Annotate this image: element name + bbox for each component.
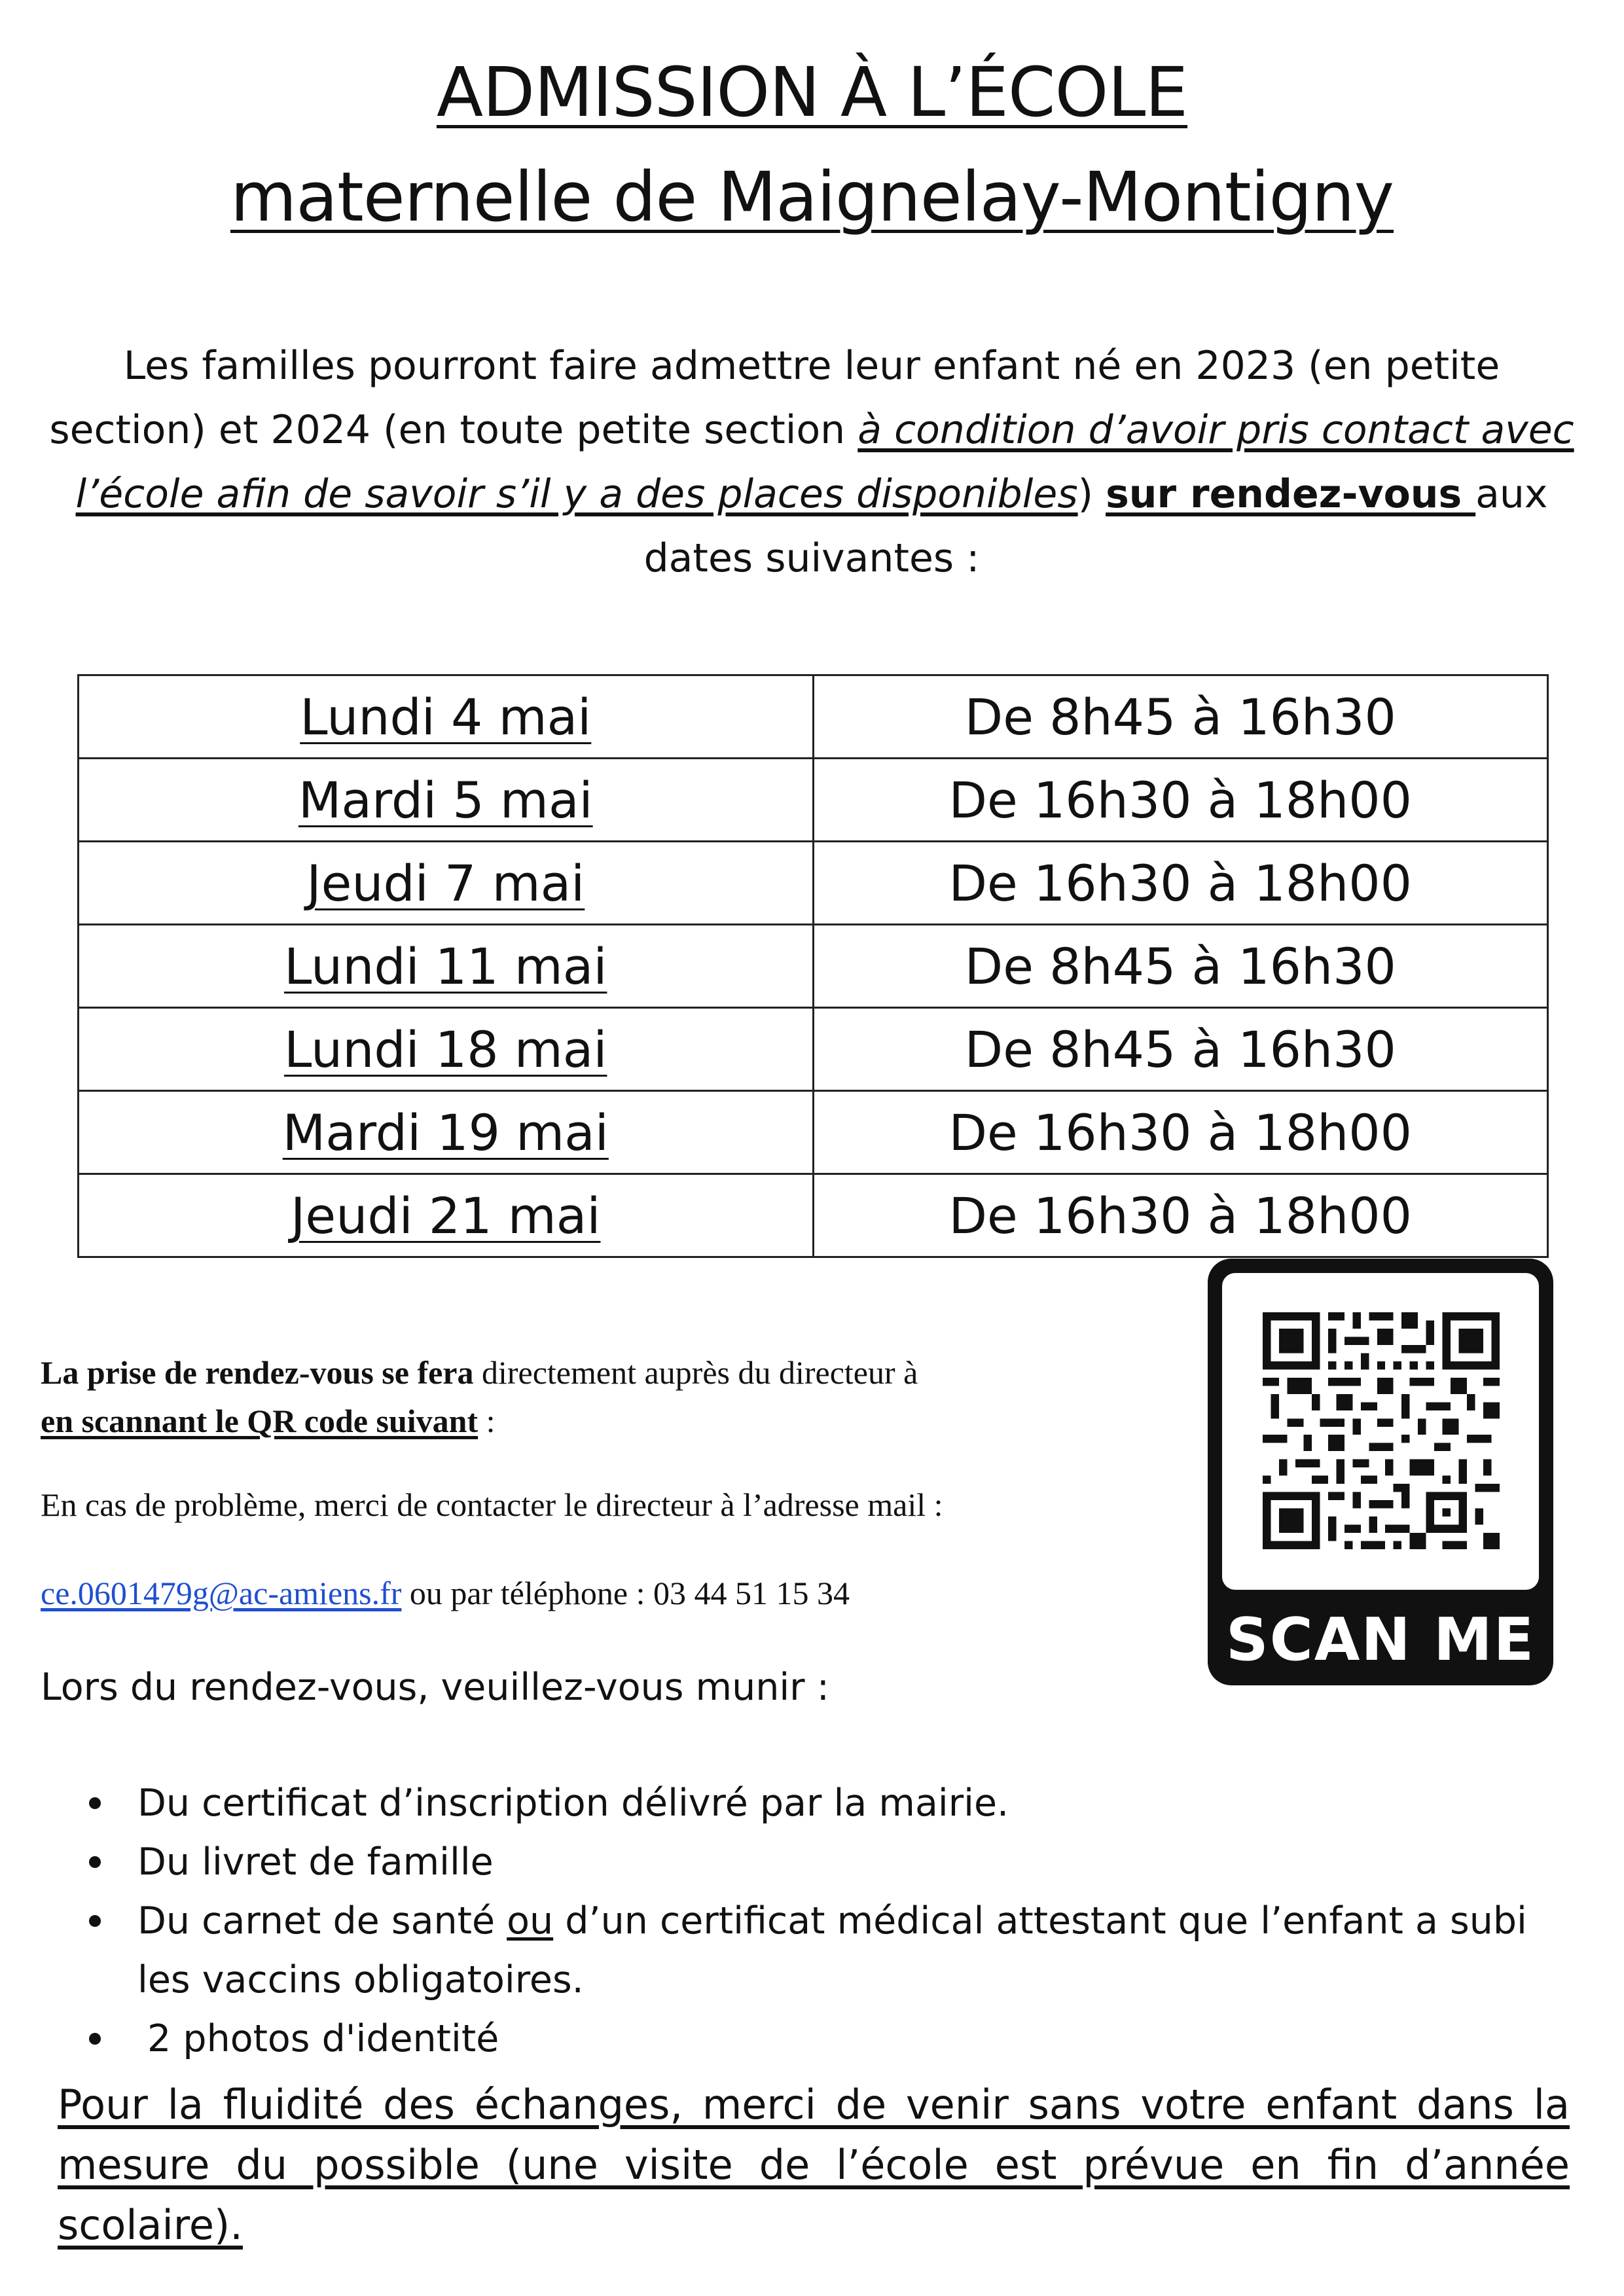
- schedule-day: Jeudi 7 mai: [306, 853, 585, 912]
- qr-code-card[interactable]: [1208, 1259, 1553, 1685]
- table-row: [79, 1174, 1548, 1257]
- contact-line: [41, 1574, 850, 1612]
- intro-text-2: ): [1077, 471, 1106, 517]
- schedule-day: Lundi 4 mai: [300, 687, 592, 746]
- schedule-hours: De 8h45 à 16h30: [813, 1008, 1548, 1091]
- table-row: [79, 675, 1548, 759]
- list-item: Du livret de famille: [85, 1833, 1578, 1892]
- intro-condition: à condition d’avoir pris contact avec l’école afin de savoir s’il y a des places disponibles: [75, 407, 1574, 517]
- list-item: [85, 1892, 1578, 2009]
- phone-text: ou par téléphone : 03 44 51 15 34: [401, 1575, 850, 1611]
- schedule-hours: De 16h30 à 18h00: [813, 759, 1548, 842]
- footer-note: Pour la fluidité des échanges, merci de venir sans votre enfant dans la mesure du possible (une visite de l’école est prévue en fin d’année scolaire).: [58, 2081, 1570, 2249]
- list-item: 2 photos d'identité: [85, 2009, 1578, 2068]
- schedule-day: Lundi 11 mai: [284, 937, 607, 996]
- scan-me-label: SCAN ME: [1225, 1605, 1536, 1674]
- health-or: ou: [507, 1899, 554, 1943]
- health-text-a: Du carnet de santé: [137, 1899, 507, 1943]
- problem-text: En cas de problème, merci de contacter le directeur à l’adresse mail :: [41, 1486, 943, 1523]
- intro-text-1: Les familles pourront faire admettre leur enfant né en 2023 (en petite section) et 2024 (en toute petite section: [49, 343, 1500, 453]
- list-item: Du certificat d’inscription délivré par la mairie.: [85, 1774, 1578, 1833]
- booking-rest: directement auprès du directeur à: [473, 1354, 918, 1391]
- schedule-hours: De 16h30 à 18h00: [813, 842, 1548, 925]
- table-row: [79, 842, 1548, 925]
- schedule-day: Mardi 5 mai: [298, 770, 593, 829]
- qr-code-icon: [1263, 1312, 1500, 1549]
- email-link[interactable]: ce.0601479g@ac-amiens.fr: [41, 1575, 402, 1611]
- schedule-hours: De 8h45 à 16h30: [813, 675, 1548, 759]
- booking-colon: :: [478, 1403, 496, 1439]
- schedule-hours: De 16h30 à 18h00: [813, 1091, 1548, 1174]
- schedule-day: Mardi 19 mai: [282, 1103, 609, 1162]
- page-title: ADMISSION À L’ÉCOLE: [436, 52, 1188, 132]
- schedule-hours: De 8h45 à 16h30: [813, 925, 1548, 1008]
- intro-text-3: aux dates suivantes :: [643, 471, 1548, 581]
- table-row: [79, 1091, 1548, 1174]
- booking-bold: La prise de rendez-vous se fera: [41, 1354, 474, 1391]
- intro-rdv: sur rendez-vous: [1106, 471, 1476, 517]
- schedule-hours: De 16h30 à 18h00: [813, 1174, 1548, 1257]
- schedule-table: [77, 674, 1549, 1258]
- table-row: [79, 925, 1548, 1008]
- page-subtitle: maternelle de Maignelay-Montigny: [230, 157, 1394, 237]
- intro-paragraph: [46, 334, 1578, 590]
- schedule-day: Jeudi 21 mai: [291, 1186, 601, 1245]
- requirements-intro: Lors du rendez-vous, veuillez-vous munir :: [41, 1666, 829, 1709]
- requirements-list: [85, 1774, 1578, 2068]
- booking-paragraph: [41, 1348, 1193, 1445]
- health-text-b: d’un certificat médical attestant que l’enfant a subi les vaccins obligatoires.: [137, 1899, 1527, 2001]
- table-row: [79, 759, 1548, 842]
- schedule-day: Lundi 18 mai: [284, 1020, 607, 1079]
- qr-code-frame: [1222, 1273, 1539, 1590]
- booking-scan-text: en scannant le QR code suivant: [41, 1403, 478, 1439]
- table-row: [79, 1008, 1548, 1091]
